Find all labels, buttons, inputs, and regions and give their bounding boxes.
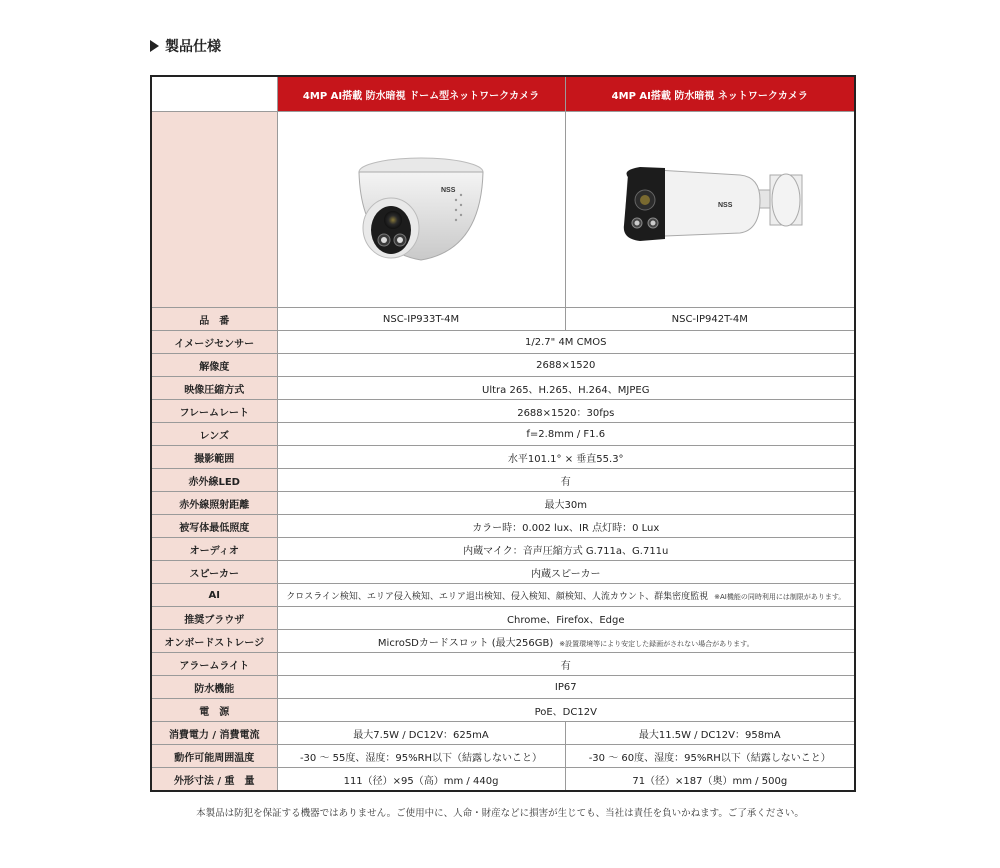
header-dome: 4MP AI搭載 防水暗視 ドーム型ネットワークカメラ xyxy=(277,76,565,112)
model-value-dome: NSC-IP933T-4M xyxy=(277,308,565,331)
resolution-value: 2688×1520 xyxy=(277,354,855,377)
header-bullet: 4MP AI搭載 防水暗視 ネットワークカメラ xyxy=(565,76,855,112)
waterproof-label: 防水機能 xyxy=(151,676,277,699)
sensor-value: 1/2.7" 4M CMOS xyxy=(277,331,855,354)
alarm-value: 有 xyxy=(277,653,855,676)
triangle-icon xyxy=(150,40,159,52)
size-value-bullet: 71（径）×187（奥）mm / 500g xyxy=(565,768,855,792)
ai-value-cell xyxy=(277,584,855,607)
bullet-camera-icon xyxy=(610,155,810,265)
minlux-value: カラー時：0.002 lux、IR 点灯時：0 Lux xyxy=(277,515,855,538)
storage-value-cell xyxy=(277,630,855,653)
alarm-label: アラームライト xyxy=(151,653,277,676)
temp-label: 動作可能周囲温度 xyxy=(151,745,277,768)
irled-value: 有 xyxy=(277,469,855,492)
compression-label: 映像圧縮方式 xyxy=(151,377,277,400)
lens-value: f=2.8mm / F1.6 xyxy=(277,423,855,446)
section-title: 製品仕様 xyxy=(165,39,221,55)
model-label: 品 番 xyxy=(151,308,277,331)
consumption-label: 消費電力 / 消費電流 xyxy=(151,722,277,745)
ai-label: AI xyxy=(151,584,277,607)
lens-label: レンズ xyxy=(151,423,277,446)
dome-brand-label: NSS xyxy=(441,186,456,194)
header-blank-cell xyxy=(151,76,277,112)
size-label: 外形寸法 / 重 量 xyxy=(151,768,277,792)
browser-label: 推奨ブラウザ xyxy=(151,607,277,630)
fov-label: 撮影範囲 xyxy=(151,446,277,469)
framerate-value: 2688×1520：30fps xyxy=(277,400,855,423)
section-heading xyxy=(150,36,221,56)
browser-value: Chrome、Firefox、Edge xyxy=(277,607,855,630)
dome-camera-image xyxy=(277,112,565,308)
dome-camera-icon xyxy=(346,150,496,270)
storage-value: MicroSDカードスロット (最大256GB) xyxy=(377,637,554,649)
sensor-label: イメージセンサー xyxy=(151,331,277,354)
ai-value: クロスライン検知、エリア侵入検知、エリア退出検知、侵入検知、顔検知、人流カウント、群集密度監視 xyxy=(286,591,709,602)
resolution-label: 解像度 xyxy=(151,354,277,377)
minlux-label: 被写体最低照度 xyxy=(151,515,277,538)
compression-value: Ultra 265、H.265、H.264、MJPEG xyxy=(277,377,855,400)
consumption-value-bullet: 最大11.5W / DC12V：958mA xyxy=(565,722,855,745)
bullet-camera-image xyxy=(565,112,855,308)
fov-value: 水平101.1° × 垂直55.3° xyxy=(277,446,855,469)
irled-label: 赤外線LED xyxy=(151,469,277,492)
waterproof-value: IP67 xyxy=(277,676,855,699)
spec-table xyxy=(150,75,856,792)
temp-value-bullet: -30 ～ 60度、湿度：95%RH以下（結露しないこと） xyxy=(565,745,855,768)
ai-note: ※AI機能の同時利用には制限があります。 xyxy=(714,592,846,601)
disclaimer: 本製品は防犯を保証する機器ではありません。ご使用中に、人命・財産などに損害が生じても、当社は責任を負いかねます。ご了承ください。 xyxy=(196,808,804,819)
irdist-label: 赤外線照射距離 xyxy=(151,492,277,515)
consumption-value-dome: 最大7.5W / DC12V：625mA xyxy=(277,722,565,745)
size-value-dome: 111（径）×95（高）mm / 440g xyxy=(277,768,565,792)
temp-value-dome: -30 ～ 55度、湿度：95%RH以下（結露しないこと） xyxy=(277,745,565,768)
power-value: PoE、DC12V xyxy=(277,699,855,722)
audio-label: オーディオ xyxy=(151,538,277,561)
image-label-cell xyxy=(151,112,277,308)
model-value-bullet: NSC-IP942T-4M xyxy=(565,308,855,331)
speaker-value: 内蔵スピーカー xyxy=(277,561,855,584)
storage-label: オンボードストレージ xyxy=(151,630,277,653)
storage-note: ※設置環境等により安定した録画がされない場合があります。 xyxy=(559,639,754,648)
irdist-value: 最大30m xyxy=(277,492,855,515)
power-label: 電 源 xyxy=(151,699,277,722)
bullet-brand-label: NSS xyxy=(717,201,733,209)
speaker-label: スピーカー xyxy=(151,561,277,584)
audio-value: 内蔵マイク：音声圧縮方式 G.711a、G.711u xyxy=(277,538,855,561)
framerate-label: フレームレート xyxy=(151,400,277,423)
